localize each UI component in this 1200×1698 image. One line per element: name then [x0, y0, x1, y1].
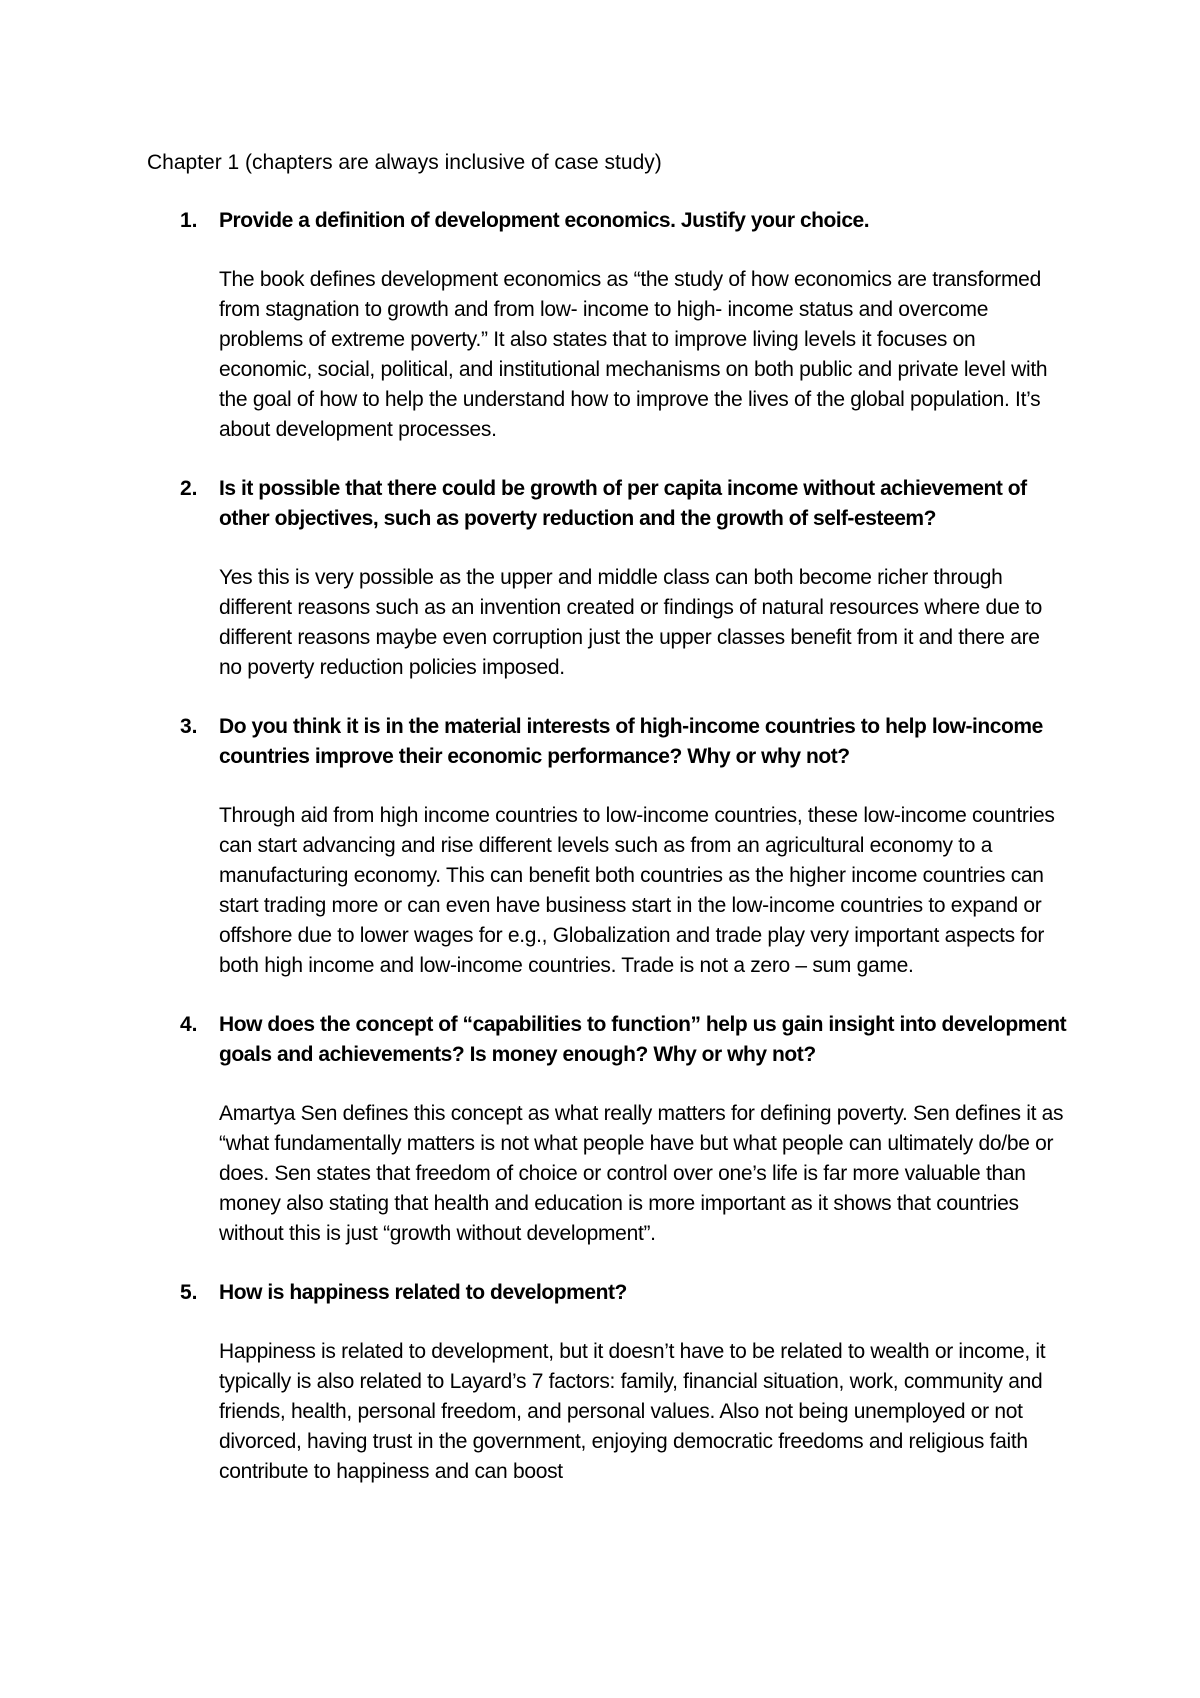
question-item-4	[147, 1010, 1067, 1249]
answer-text: Yes this is very possible as the upper and middle class can both become richer through different reasons such as an invention created or findings of natural resources where due to different reasons maybe even corruption just the upper classes benefit from it and there are no poverty reduction policies imposed.	[219, 566, 1043, 679]
question-text: How does the concept of “capabilities to function” help us gain insight into development goals and achievements? Is money enough? Why or why not?	[219, 1013, 1067, 1066]
question-item-2	[147, 474, 1067, 683]
question-text: How is happiness related to development?	[219, 1281, 627, 1304]
question-number: 1.	[180, 209, 198, 232]
answer-text: Happiness is related to development, but it doesn’t have to be related to wealth or income, it typically is also related to Layard’s 7 factors: family, financial situation, work, community and friends, health, personal freedom, and personal values. Also not being unemployed or not divorced, having trust in the government, enjoying democratic freedoms and religious faith contribute to happiness and can boost	[219, 1340, 1046, 1483]
chapter-heading: Chapter 1 (chapters are always inclusive of case study)	[147, 151, 662, 174]
question-text: Provide a definition of development economics. Justify your choice.	[219, 209, 870, 232]
question-item-5	[147, 1278, 1067, 1487]
question-list	[147, 206, 1067, 1516]
answer-text: Amartya Sen defines this concept as what really matters for defining poverty. Sen defines it as “what fundamentally matters is not what people have but what people can ultimately do/be or does. Sen states that freedom of choice or control over one’s life is far more valuable than money also stating that health and education is more important as it shows that countries without this is just “growth without development”.	[219, 1102, 1064, 1245]
question-text: Is it possible that there could be growth of per capita income without achievement of other objectives, such as poverty reduction and the growth of self-esteem?	[219, 477, 1027, 530]
question-number: 2.	[180, 477, 198, 500]
question-text: Do you think it is in the material interests of high-income countries to help low-income countries improve their economic performance? Why or why not?	[219, 715, 1043, 768]
question-item-1	[147, 206, 1067, 445]
answer-text: Through aid from high income countries to low-income countries, these low-income countries can start advancing and rise different levels such as from an agricultural economy to a manufacturing economy. This can benefit both countries as the higher income countries can start trading more or can even have business start in the low-income countries to expand or offshore due to lower wages for e.g., Globalization and trade play very important aspects for both high income and low-income countries. Trade is not a zero – sum game.	[219, 804, 1055, 977]
question-number: 3.	[180, 715, 198, 738]
answer-text: The book defines development economics as “the study of how economics are transformed from stagnation to growth and from low- income to high- income status and overcome problems of extreme poverty.” It also states that to improve living levels it focuses on economic, social, political, and institutional mechanisms on both public and private level with the goal of how to help the understand how to improve the lives of the global population. It’s about development processes.	[219, 268, 1048, 441]
question-number: 5.	[180, 1281, 198, 1304]
question-number: 4.	[180, 1013, 198, 1036]
question-item-3	[147, 712, 1067, 981]
